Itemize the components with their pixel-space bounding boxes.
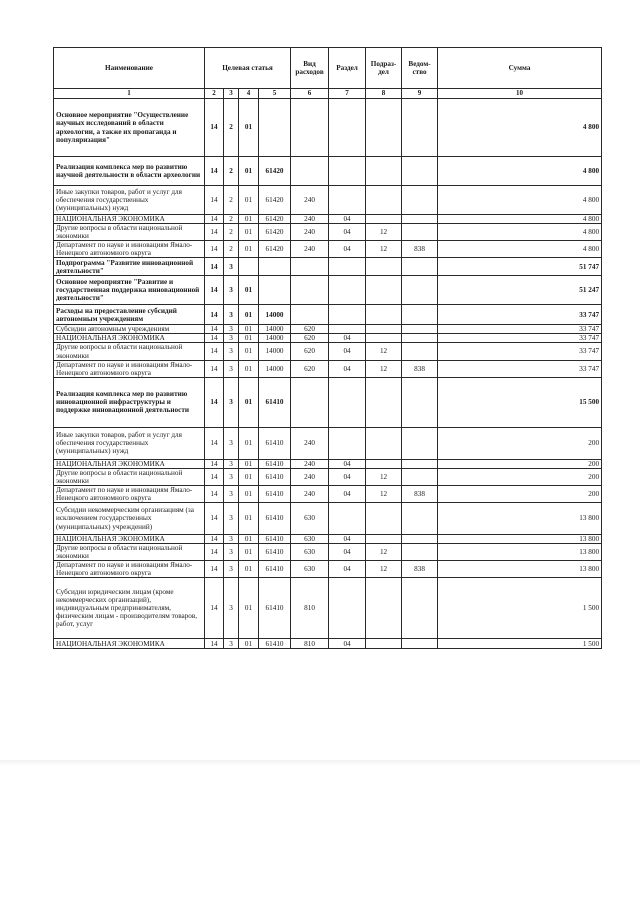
amount-cell: 1 500 bbox=[438, 639, 602, 649]
subsection-cell bbox=[366, 535, 402, 544]
department-cell bbox=[402, 503, 438, 535]
target-code-direction: 14000 bbox=[259, 343, 291, 360]
table-row bbox=[54, 485, 602, 502]
table-row bbox=[54, 343, 602, 360]
expense-type-cell: 240 bbox=[291, 485, 329, 502]
row-name: НАЦИОНАЛЬНАЯ ЭКОНОМИКА bbox=[54, 215, 205, 224]
target-code-direction: 61410 bbox=[259, 544, 291, 561]
subsection-cell bbox=[366, 157, 402, 186]
row-name: Основное мероприятие "Развитие и государственная поддержка инновационной деятельности" bbox=[54, 276, 205, 305]
subsection-cell bbox=[366, 639, 402, 649]
target-code-direction: 61410 bbox=[259, 468, 291, 485]
target-code-subprogram: 2 bbox=[224, 241, 239, 258]
target-code-direction: 61410 bbox=[259, 578, 291, 639]
department-cell bbox=[402, 535, 438, 544]
amount-cell: 200 bbox=[438, 468, 602, 485]
department-cell: 838 bbox=[402, 485, 438, 502]
section-cell: 04 bbox=[329, 561, 366, 578]
target-code-subprogram: 3 bbox=[224, 325, 239, 334]
target-code-measure: 01 bbox=[239, 535, 259, 544]
column-number: 10 bbox=[438, 89, 602, 99]
table-row bbox=[54, 578, 602, 639]
target-code-subprogram: 3 bbox=[224, 343, 239, 360]
target-code-direction: 14000 bbox=[259, 334, 291, 343]
department-cell bbox=[402, 305, 438, 325]
expense-type-cell: 630 bbox=[291, 503, 329, 535]
target-code-subprogram: 3 bbox=[224, 305, 239, 325]
table-row bbox=[54, 535, 602, 544]
target-code-program: 14 bbox=[205, 360, 224, 377]
expense-type-cell: 620 bbox=[291, 360, 329, 377]
row-name: Расходы на предоставление субсидий автономным учреждениям bbox=[54, 305, 205, 325]
row-name: Департамент по науке и инновациям Ямало-Ненецкого автономного округа bbox=[54, 360, 205, 377]
section-cell: 04 bbox=[329, 241, 366, 258]
department-cell: 838 bbox=[402, 241, 438, 258]
expense-type-cell bbox=[291, 276, 329, 305]
subsection-cell bbox=[366, 377, 402, 427]
target-code-subprogram: 3 bbox=[224, 578, 239, 639]
subsection-cell: 12 bbox=[366, 241, 402, 258]
target-code-program: 14 bbox=[205, 186, 224, 215]
table-body bbox=[54, 99, 602, 649]
target-code-subprogram: 3 bbox=[224, 258, 239, 276]
table-row bbox=[54, 325, 602, 334]
target-code-program: 14 bbox=[205, 157, 224, 186]
department-cell bbox=[402, 215, 438, 224]
target-code-measure: 01 bbox=[239, 186, 259, 215]
target-code-measure: 01 bbox=[239, 639, 259, 649]
budget-table bbox=[53, 47, 602, 649]
target-code-direction: 14000 bbox=[259, 305, 291, 325]
section-cell: 04 bbox=[329, 468, 366, 485]
header-target: Целевая статья bbox=[205, 48, 291, 89]
table-row bbox=[54, 427, 602, 459]
subsection-cell bbox=[366, 99, 402, 157]
section-cell: 04 bbox=[329, 485, 366, 502]
expense-type-cell: 620 bbox=[291, 343, 329, 360]
subsection-cell: 12 bbox=[366, 360, 402, 377]
target-code-program: 14 bbox=[205, 561, 224, 578]
section-cell bbox=[329, 258, 366, 276]
expense-type-cell bbox=[291, 99, 329, 157]
target-code-direction: 61410 bbox=[259, 485, 291, 502]
amount-cell: 13 800 bbox=[438, 561, 602, 578]
table-row bbox=[54, 468, 602, 485]
table-row bbox=[54, 241, 602, 258]
expense-type-cell: 240 bbox=[291, 427, 329, 459]
department-cell: 838 bbox=[402, 360, 438, 377]
subsection-cell bbox=[366, 305, 402, 325]
subsection-cell bbox=[366, 427, 402, 459]
target-code-program: 14 bbox=[205, 468, 224, 485]
amount-cell: 200 bbox=[438, 485, 602, 502]
subsection-cell bbox=[366, 578, 402, 639]
department-cell bbox=[402, 459, 438, 468]
target-code-direction: 61420 bbox=[259, 186, 291, 215]
subsection-cell bbox=[366, 325, 402, 334]
section-cell: 04 bbox=[329, 215, 366, 224]
table-row bbox=[54, 360, 602, 377]
expense-type-cell bbox=[291, 258, 329, 276]
header-razdel: Раздел bbox=[329, 48, 366, 89]
expense-type-cell: 630 bbox=[291, 535, 329, 544]
expense-type-cell: 240 bbox=[291, 215, 329, 224]
scan-edge bbox=[0, 760, 640, 766]
expense-type-cell bbox=[291, 305, 329, 325]
table-row bbox=[54, 561, 602, 578]
target-code-measure: 01 bbox=[239, 360, 259, 377]
target-code-direction bbox=[259, 276, 291, 305]
table-row bbox=[54, 377, 602, 427]
amount-cell: 4 800 bbox=[438, 157, 602, 186]
target-code-measure: 01 bbox=[239, 459, 259, 468]
subsection-cell bbox=[366, 276, 402, 305]
table-row bbox=[54, 215, 602, 224]
amount-cell: 33 747 bbox=[438, 360, 602, 377]
section-cell: 04 bbox=[329, 459, 366, 468]
target-code-measure: 01 bbox=[239, 503, 259, 535]
target-code-program: 14 bbox=[205, 427, 224, 459]
subsection-cell: 12 bbox=[366, 544, 402, 561]
target-code-program: 14 bbox=[205, 459, 224, 468]
department-cell bbox=[402, 186, 438, 215]
section-cell bbox=[329, 157, 366, 186]
expense-type-cell: 620 bbox=[291, 334, 329, 343]
target-code-subprogram: 3 bbox=[224, 544, 239, 561]
department-cell bbox=[402, 157, 438, 186]
target-code-measure: 01 bbox=[239, 544, 259, 561]
row-name: Субсидии некоммерческим организациям (за исключением государственных (муниципальных) учреждений) bbox=[54, 503, 205, 535]
section-cell bbox=[329, 377, 366, 427]
target-code-direction: 61410 bbox=[259, 503, 291, 535]
amount-cell: 33 747 bbox=[438, 325, 602, 334]
target-code-measure: 01 bbox=[239, 334, 259, 343]
target-code-subprogram: 3 bbox=[224, 468, 239, 485]
target-code-direction: 61410 bbox=[259, 535, 291, 544]
department-cell bbox=[402, 99, 438, 157]
section-cell bbox=[329, 578, 366, 639]
header-vedomstvo: Ведом-ство bbox=[402, 48, 438, 89]
subsection-cell bbox=[366, 186, 402, 215]
section-cell: 04 bbox=[329, 343, 366, 360]
subsection-cell: 12 bbox=[366, 224, 402, 241]
target-code-direction: 61410 bbox=[259, 459, 291, 468]
target-code-measure: 01 bbox=[239, 427, 259, 459]
amount-cell: 4 800 bbox=[438, 215, 602, 224]
expense-type-cell: 620 bbox=[291, 325, 329, 334]
amount-cell: 33 747 bbox=[438, 343, 602, 360]
target-code-measure: 01 bbox=[239, 276, 259, 305]
table-row bbox=[54, 503, 602, 535]
section-cell: 04 bbox=[329, 360, 366, 377]
expense-type-cell: 810 bbox=[291, 578, 329, 639]
target-code-subprogram: 2 bbox=[224, 186, 239, 215]
target-code-measure: 01 bbox=[239, 305, 259, 325]
table-row bbox=[54, 258, 602, 276]
target-code-subprogram: 3 bbox=[224, 503, 239, 535]
amount-cell: 4 800 bbox=[438, 186, 602, 215]
target-code-program: 14 bbox=[205, 258, 224, 276]
section-cell bbox=[329, 186, 366, 215]
subsection-cell bbox=[366, 258, 402, 276]
column-numbers-row bbox=[54, 89, 602, 99]
target-code-direction: 61410 bbox=[259, 427, 291, 459]
target-code-subprogram: 2 bbox=[224, 215, 239, 224]
department-cell bbox=[402, 258, 438, 276]
target-code-program: 14 bbox=[205, 334, 224, 343]
department-cell bbox=[402, 343, 438, 360]
department-cell: 838 bbox=[402, 561, 438, 578]
target-code-subprogram: 3 bbox=[224, 360, 239, 377]
row-name: НАЦИОНАЛЬНАЯ ЭКОНОМИКА bbox=[54, 334, 205, 343]
target-code-direction: 61420 bbox=[259, 215, 291, 224]
target-code-program: 14 bbox=[205, 325, 224, 334]
department-cell bbox=[402, 224, 438, 241]
row-name: Иные закупки товаров, работ и услуг для обеспечения государственных (муниципальных) нужд bbox=[54, 427, 205, 459]
target-code-measure: 01 bbox=[239, 99, 259, 157]
department-cell bbox=[402, 325, 438, 334]
target-code-subprogram: 3 bbox=[224, 459, 239, 468]
section-cell: 04 bbox=[329, 535, 366, 544]
column-number: 4 bbox=[239, 89, 259, 99]
row-name: Другие вопросы в области национальной экономики bbox=[54, 343, 205, 360]
target-code-measure: 01 bbox=[239, 241, 259, 258]
column-number: 5 bbox=[259, 89, 291, 99]
subsection-cell bbox=[366, 459, 402, 468]
row-name: НАЦИОНАЛЬНАЯ ЭКОНОМИКА bbox=[54, 459, 205, 468]
row-name: Реализация комплекса мер по развитию инновационной инфраструктуры и поддержке инновационной деятельности bbox=[54, 377, 205, 427]
row-name: Другие вопросы в области национальной экономики bbox=[54, 468, 205, 485]
section-cell bbox=[329, 305, 366, 325]
amount-cell: 33 747 bbox=[438, 305, 602, 325]
amount-cell: 4 800 bbox=[438, 99, 602, 157]
amount-cell: 200 bbox=[438, 459, 602, 468]
table-row bbox=[54, 157, 602, 186]
target-code-subprogram: 3 bbox=[224, 561, 239, 578]
amount-cell: 51 247 bbox=[438, 276, 602, 305]
target-code-subprogram: 3 bbox=[224, 377, 239, 427]
row-name: Департамент по науке и инновациям Ямало-Ненецкого автономного округа bbox=[54, 485, 205, 502]
target-code-subprogram: 3 bbox=[224, 535, 239, 544]
subsection-cell bbox=[366, 215, 402, 224]
amount-cell: 13 800 bbox=[438, 535, 602, 544]
target-code-subprogram: 3 bbox=[224, 427, 239, 459]
expense-type-cell: 240 bbox=[291, 186, 329, 215]
column-number: 8 bbox=[366, 89, 402, 99]
row-name: НАЦИОНАЛЬНАЯ ЭКОНОМИКА bbox=[54, 639, 205, 649]
subsection-cell: 12 bbox=[366, 343, 402, 360]
target-code-program: 14 bbox=[205, 305, 224, 325]
section-cell bbox=[329, 427, 366, 459]
table-row bbox=[54, 459, 602, 468]
subsection-cell: 12 bbox=[366, 468, 402, 485]
department-cell bbox=[402, 377, 438, 427]
target-code-program: 14 bbox=[205, 544, 224, 561]
row-name: Основное мероприятие "Осуществление научных исследований в области археологии, а также их пропаганда и популяризация" bbox=[54, 99, 205, 157]
target-code-direction: 14000 bbox=[259, 360, 291, 377]
target-code-program: 14 bbox=[205, 485, 224, 502]
table-row bbox=[54, 224, 602, 241]
target-code-measure: 01 bbox=[239, 224, 259, 241]
amount-cell: 4 800 bbox=[438, 224, 602, 241]
header-name: Наименование bbox=[54, 48, 205, 89]
section-cell: 04 bbox=[329, 639, 366, 649]
section-cell bbox=[329, 503, 366, 535]
row-name: НАЦИОНАЛЬНАЯ ЭКОНОМИКА bbox=[54, 535, 205, 544]
target-code-direction: 61410 bbox=[259, 561, 291, 578]
target-code-measure: 01 bbox=[239, 485, 259, 502]
target-code-program: 14 bbox=[205, 99, 224, 157]
row-name: Департамент по науке и инновациям Ямало-Ненецкого автономного округа bbox=[54, 561, 205, 578]
section-cell bbox=[329, 325, 366, 334]
target-code-program: 14 bbox=[205, 276, 224, 305]
target-code-measure: 01 bbox=[239, 468, 259, 485]
target-code-subprogram: 2 bbox=[224, 157, 239, 186]
amount-cell: 13 800 bbox=[438, 544, 602, 561]
subsection-cell bbox=[366, 334, 402, 343]
table-row bbox=[54, 639, 602, 649]
target-code-direction bbox=[259, 258, 291, 276]
column-number: 9 bbox=[402, 89, 438, 99]
target-code-subprogram: 3 bbox=[224, 334, 239, 343]
target-code-direction: 61410 bbox=[259, 639, 291, 649]
target-code-program: 14 bbox=[205, 639, 224, 649]
expense-type-cell: 810 bbox=[291, 639, 329, 649]
target-code-measure: 01 bbox=[239, 325, 259, 334]
expense-type-cell: 630 bbox=[291, 561, 329, 578]
expense-type-cell: 240 bbox=[291, 224, 329, 241]
target-code-direction bbox=[259, 99, 291, 157]
amount-cell: 4 800 bbox=[438, 241, 602, 258]
column-number: 7 bbox=[329, 89, 366, 99]
target-code-program: 14 bbox=[205, 578, 224, 639]
target-code-measure: 01 bbox=[239, 215, 259, 224]
column-number: 1 bbox=[54, 89, 205, 99]
amount-cell: 15 500 bbox=[438, 377, 602, 427]
table-row bbox=[54, 186, 602, 215]
target-code-program: 14 bbox=[205, 241, 224, 258]
section-cell: 04 bbox=[329, 544, 366, 561]
column-number: 6 bbox=[291, 89, 329, 99]
department-cell bbox=[402, 427, 438, 459]
section-cell bbox=[329, 99, 366, 157]
target-code-program: 14 bbox=[205, 535, 224, 544]
section-cell: 04 bbox=[329, 224, 366, 241]
section-cell: 04 bbox=[329, 334, 366, 343]
expense-type-cell bbox=[291, 157, 329, 186]
target-code-direction: 61420 bbox=[259, 157, 291, 186]
row-name: Другие вопросы в области национальной экономики bbox=[54, 224, 205, 241]
header-vid: Вид расходов bbox=[291, 48, 329, 89]
target-code-program: 14 bbox=[205, 224, 224, 241]
amount-cell: 51 747 bbox=[438, 258, 602, 276]
department-cell bbox=[402, 276, 438, 305]
section-cell bbox=[329, 276, 366, 305]
target-code-direction: 61420 bbox=[259, 241, 291, 258]
subsection-cell bbox=[366, 503, 402, 535]
target-code-program: 14 bbox=[205, 503, 224, 535]
table-header-row bbox=[54, 48, 602, 89]
department-cell bbox=[402, 334, 438, 343]
target-code-measure: 01 bbox=[239, 578, 259, 639]
column-number: 2 bbox=[205, 89, 224, 99]
table-row bbox=[54, 276, 602, 305]
target-code-subprogram: 2 bbox=[224, 224, 239, 241]
target-code-program: 14 bbox=[205, 377, 224, 427]
subsection-cell: 12 bbox=[366, 561, 402, 578]
target-code-subprogram: 3 bbox=[224, 639, 239, 649]
target-code-program: 14 bbox=[205, 343, 224, 360]
department-cell bbox=[402, 578, 438, 639]
department-cell bbox=[402, 468, 438, 485]
target-code-measure bbox=[239, 258, 259, 276]
table-row bbox=[54, 99, 602, 157]
table-row bbox=[54, 334, 602, 343]
header-podrazdel: Подраз-дел bbox=[366, 48, 402, 89]
expense-type-cell: 240 bbox=[291, 468, 329, 485]
table-row bbox=[54, 544, 602, 561]
target-code-subprogram: 3 bbox=[224, 485, 239, 502]
column-number: 3 bbox=[224, 89, 239, 99]
target-code-measure: 01 bbox=[239, 377, 259, 427]
header-summa: Сумма bbox=[438, 48, 602, 89]
subsection-cell: 12 bbox=[366, 485, 402, 502]
amount-cell: 33 747 bbox=[438, 334, 602, 343]
amount-cell: 1 500 bbox=[438, 578, 602, 639]
expense-type-cell: 240 bbox=[291, 459, 329, 468]
row-name: Реализация комплекса мер по развитию научной деятельности в области археологии bbox=[54, 157, 205, 186]
target-code-direction: 61420 bbox=[259, 224, 291, 241]
expense-type-cell bbox=[291, 377, 329, 427]
expense-type-cell: 240 bbox=[291, 241, 329, 258]
row-name: Иные закупки товаров, работ и услуг для обеспечения государственных (муниципальных) нужд bbox=[54, 186, 205, 215]
row-name: Субсидии автономным учреждениям bbox=[54, 325, 205, 334]
target-code-subprogram: 2 bbox=[224, 99, 239, 157]
target-code-program: 14 bbox=[205, 215, 224, 224]
target-code-direction: 14000 bbox=[259, 325, 291, 334]
row-name: Подпрограмма "Развитие инновационной деятельности" bbox=[54, 258, 205, 276]
row-name: Субсидии юридическим лицам (кроме некоммерческих организаций), индивидуальным предпринимателям, физическим лицам - производителям товаров, работ, услуг bbox=[54, 578, 205, 639]
target-code-measure: 01 bbox=[239, 561, 259, 578]
target-code-measure: 01 bbox=[239, 157, 259, 186]
amount-cell: 200 bbox=[438, 427, 602, 459]
amount-cell: 13 800 bbox=[438, 503, 602, 535]
table-row bbox=[54, 305, 602, 325]
department-cell bbox=[402, 544, 438, 561]
target-code-subprogram: 3 bbox=[224, 276, 239, 305]
target-code-measure: 01 bbox=[239, 343, 259, 360]
department-cell bbox=[402, 639, 438, 649]
expense-type-cell: 630 bbox=[291, 544, 329, 561]
row-name: Другие вопросы в области национальной экономики bbox=[54, 544, 205, 561]
target-code-direction: 61410 bbox=[259, 377, 291, 427]
row-name: Департамент по науке и инновациям Ямало-Ненецкого автономного округа bbox=[54, 241, 205, 258]
